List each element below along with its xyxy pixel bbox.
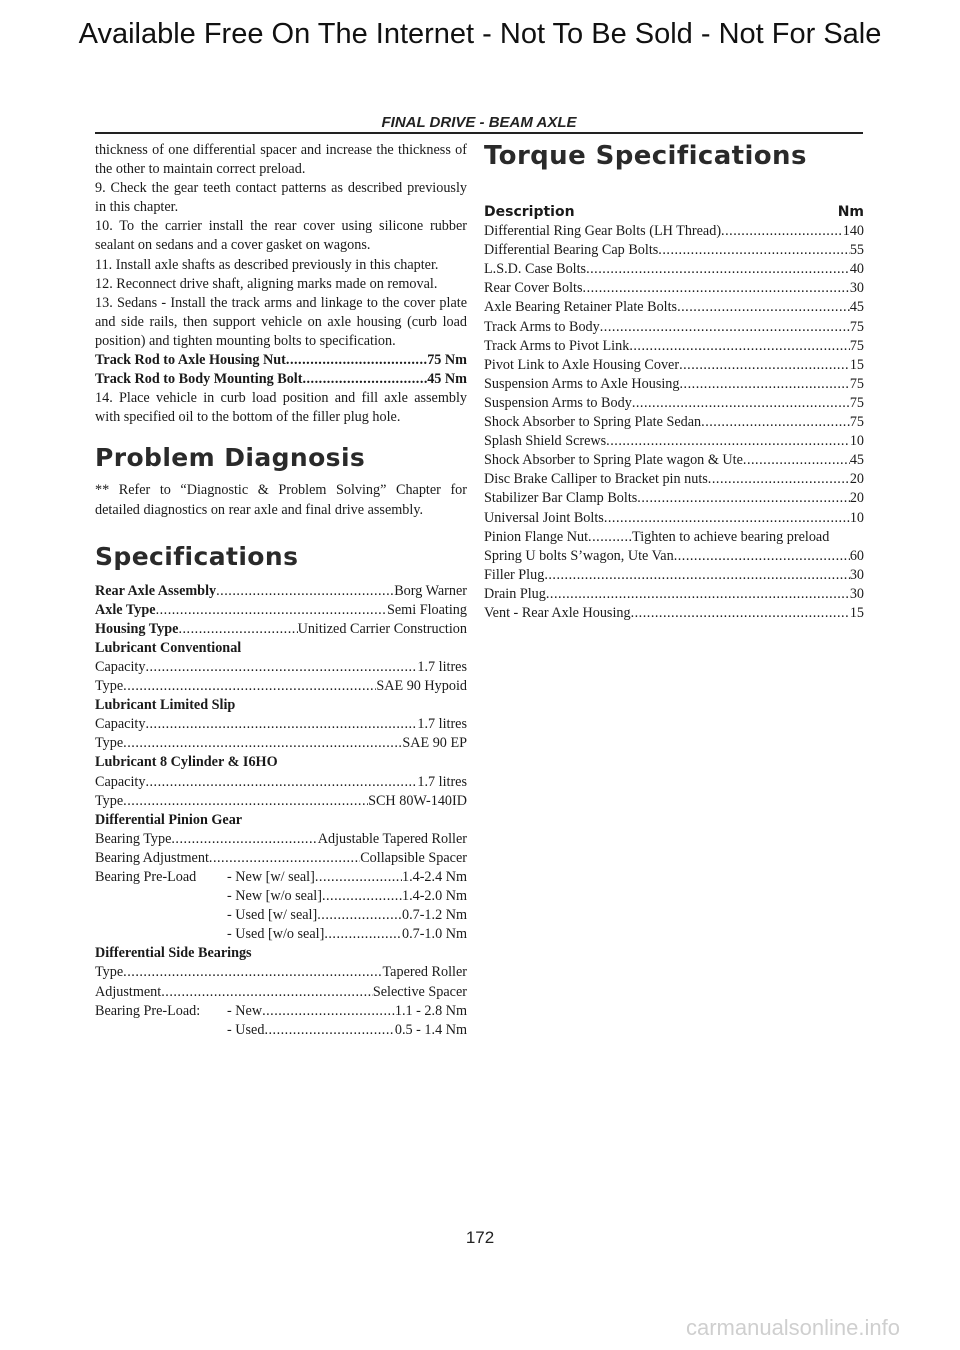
torque-value: 20	[849, 490, 864, 507]
torque-row	[484, 585, 864, 604]
watermark-top: Available Free On The Internet - Not To Be Sold - Not For Sale	[78, 18, 882, 50]
torque-label: Differential Bearing Cap Bolts	[484, 242, 659, 259]
torque-row	[484, 451, 864, 470]
torque-row	[484, 222, 864, 241]
spec-row	[95, 601, 467, 620]
torque-value: 60	[849, 547, 864, 564]
torque-item-label: Track Rod to Axle Housing Nut	[95, 352, 286, 369]
preload-value: 0.5 - 1.4 Nm	[394, 1021, 467, 1038]
torque-row	[484, 279, 864, 298]
torque-value: 55	[849, 242, 864, 259]
right-column	[484, 141, 864, 623]
torque-label: Axle Bearing Retainer Plate Bolts	[484, 299, 678, 316]
torque-row	[484, 375, 864, 394]
spec-label: Adjustment	[95, 983, 162, 1000]
torque-row	[484, 356, 864, 375]
torque-value: 75	[849, 318, 864, 335]
torque-label: Disc Brake Calliper to Bracket pin nuts	[484, 471, 708, 488]
subsection-heading: Lubricant Conventional	[95, 639, 242, 656]
preload-value: 1.1 - 2.8 Nm	[394, 1002, 467, 1019]
spec-value: Selective Spacer	[372, 983, 467, 1000]
spec-value: Semi Floating	[386, 601, 467, 618]
spec-label: Type	[95, 735, 124, 752]
subsection-heading: Differential Pinion Gear	[95, 811, 243, 828]
spec-row	[95, 792, 467, 811]
step-paragraph: 14. Place vehicle in curb load position and fill axle assembly with specified oil to the bottom of the filler plug hole.	[95, 390, 467, 426]
preload-row	[95, 1021, 467, 1040]
torque-label: Stabilizer Bar Clamp Bolts	[484, 490, 638, 507]
preload-label: Bearing Pre-Load:	[95, 1002, 201, 1019]
preload-value: 1.4-2.0 Nm	[401, 888, 467, 905]
torque-item-value: 45 Nm	[427, 371, 467, 388]
spec-row	[95, 715, 467, 734]
preload-value: 0.7-1.2 Nm	[401, 907, 467, 924]
torque-row	[484, 413, 864, 432]
preload-condition: - Used [w/o seal]	[227, 926, 325, 943]
torque-value: 40	[849, 261, 864, 278]
spec-value: SAE 90 EP	[402, 735, 467, 752]
torque-label: Pivot Link to Axle Housing Cover	[484, 356, 680, 373]
spec-value: 1.7 litres	[417, 773, 467, 790]
spec-row	[95, 983, 467, 1002]
spec-row	[95, 773, 467, 792]
torque-label: Pinion Flange Nut	[484, 528, 589, 545]
torque-label: Rear Cover Bolts	[484, 280, 583, 297]
torque-row	[484, 298, 864, 317]
torque-row	[484, 528, 864, 547]
torque-row	[484, 241, 864, 260]
step-paragraph: 12. Reconnect drive shaft, aligning marks made on removal.	[95, 275, 438, 292]
preload-condition: - New [w/o seal]	[227, 888, 322, 905]
torque-value: 75	[849, 337, 864, 354]
preload-row	[95, 906, 467, 925]
spec-row	[95, 849, 467, 868]
torque-label: Spring U bolts S’wagon, Ute Van	[484, 547, 674, 564]
spec-value: Borg Warner	[394, 582, 467, 599]
torque-value: 140	[842, 223, 864, 240]
spec-value: Unitized Carrier Construction	[297, 620, 467, 637]
torque-item-label: Track Rod to Body Mounting Bolt	[95, 371, 303, 388]
torque-label: Track Arms to Body	[484, 318, 600, 335]
torque-value: 45	[849, 299, 864, 316]
problem-diagnosis-heading: Problem Diagnosis	[95, 443, 366, 473]
spec-label: Type	[95, 964, 124, 981]
torque-label: Suspension Arms to Axle Housing	[484, 375, 680, 392]
step-paragraph: 13. Sedans - Install the track arms and linkage to the cover plate and side rails, then support vehicle on axle housing (curb load position) and tighten mounting bolts to specification.	[95, 294, 467, 349]
torque-table	[484, 222, 864, 623]
preload-condition: - Used [w/ seal]	[227, 907, 318, 924]
torque-label: Filler Plug	[484, 566, 545, 583]
torque-value: 30	[849, 585, 864, 602]
spec-value: SAE 90 Hypoid	[376, 678, 467, 695]
subsection-heading: Lubricant Limited Slip	[95, 697, 236, 714]
subsection-heading: Lubricant 8 Cylinder & I6HO	[95, 754, 278, 771]
page-header: FINAL DRIVE - BEAM AXLE	[381, 114, 577, 131]
torque-label: Track Arms to Pivot Link	[484, 337, 630, 354]
spec-label: Capacity	[95, 773, 146, 790]
description-column-header: Description	[484, 204, 575, 220]
specifications-heading: Specifications	[95, 541, 299, 571]
step-paragraph: 11. Install axle shafts as described previously in this chapter.	[95, 256, 439, 273]
torque-value: Tighten to achieve bearing preload	[632, 528, 830, 545]
left-column	[95, 141, 467, 1040]
spec-value: 1.7 litres	[417, 716, 467, 733]
preload-condition: - New	[227, 1002, 263, 1019]
torque-row	[484, 318, 864, 337]
step-paragraph: thickness of one differential spacer and increase the thickness of the other to maintain correct preload.	[95, 142, 467, 178]
torque-row	[484, 566, 864, 585]
spec-label: Bearing Type	[95, 830, 172, 847]
torque-label: Differential Ring Gear Bolts (LH Thread)	[484, 223, 722, 240]
preload-condition: - Used	[227, 1021, 265, 1038]
spec-list	[95, 582, 467, 1040]
spec-label: Rear Axle Assembly	[95, 582, 217, 599]
torque-value: 15	[849, 604, 864, 621]
spec-row	[95, 620, 467, 639]
problem-diagnosis-text: ** Refer to “Diagnostic & Problem Solving” Chapter for detailed diagnostics on rear axle and final drive assembly.	[95, 482, 467, 518]
torque-label: Drain Plug	[484, 585, 546, 602]
watermark-bottom: carmanualsonline.info	[685, 1315, 900, 1340]
preload-row	[95, 887, 467, 906]
torque-specifications-heading: Torque Specifications	[484, 141, 807, 171]
torque-value: 45	[849, 452, 864, 469]
unit-column-header: Nm	[837, 204, 864, 220]
torque-row	[484, 470, 864, 489]
spec-row	[95, 963, 467, 982]
spec-value: Collapsible Spacer	[360, 849, 467, 866]
torque-row	[484, 604, 864, 623]
torque-label: Shock Absorber to Spring Plate Sedan	[484, 414, 702, 431]
torque-row	[484, 547, 864, 566]
preload-value: 0.7-1.0 Nm	[401, 926, 467, 943]
spec-row	[95, 830, 467, 849]
torque-row	[484, 432, 864, 451]
torque-row	[484, 337, 864, 356]
preload-condition: - New [w/ seal]	[227, 869, 315, 885]
spec-row	[95, 658, 467, 677]
spec-label: Type	[95, 792, 124, 809]
page-number: 172	[465, 1228, 495, 1247]
header-rule	[95, 132, 863, 134]
subsection-heading: Differential Side Bearings	[95, 945, 252, 962]
spec-label: Housing Type	[95, 620, 179, 637]
torque-value: 10	[849, 433, 864, 450]
spec-value: Adjustable Tapered Roller	[317, 830, 467, 847]
torque-label: Universal Joint Bolts	[484, 509, 604, 526]
preload-row	[95, 1002, 467, 1021]
torque-label: Shock Absorber to Spring Plate wagon & Ute	[484, 452, 743, 469]
spec-label: Bearing Adjustment	[95, 849, 209, 866]
spec-row	[95, 582, 467, 601]
torque-value: 75	[849, 414, 864, 431]
torque-table-header	[484, 203, 864, 222]
torque-value: 30	[849, 566, 864, 583]
intro-steps	[95, 141, 467, 351]
spec-value: Tapered Roller	[382, 964, 467, 981]
torque-label: Splash Shield Screws	[484, 433, 607, 450]
torque-row	[484, 394, 864, 413]
torque-value: 75	[849, 394, 864, 411]
spec-value: 1.7 litres	[417, 658, 467, 675]
torque-label: L.S.D. Case Bolts	[484, 261, 587, 278]
preload-label: Bearing Pre-Load	[95, 869, 197, 885]
torque-value: 75	[849, 375, 864, 392]
torque-value: 15	[849, 356, 864, 373]
torque-item-value: 75 Nm	[427, 352, 467, 369]
spec-label: Capacity	[95, 658, 146, 675]
torque-value: 20	[849, 471, 864, 488]
torque-label: Suspension Arms to Body	[484, 394, 632, 411]
torque-row	[484, 509, 864, 528]
torque-label: Vent - Rear Axle Housing	[484, 604, 631, 621]
spec-label: Axle Type	[95, 601, 156, 618]
step-paragraph: 10. To the carrier install the rear cover using silicone rubber sealant on sedans and a cover gasket on wagons.	[95, 218, 467, 254]
preload-value: 1.4-2.4 Nm	[401, 869, 467, 885]
torque-item	[95, 370, 467, 389]
torque-value: 10	[849, 509, 864, 526]
spec-row	[95, 734, 467, 753]
torque-row	[484, 260, 864, 279]
spec-label: Type	[95, 678, 124, 695]
torque-value: 30	[849, 280, 864, 297]
spec-value: SCH 80W-140ID	[368, 792, 467, 809]
preload-row	[95, 868, 467, 887]
preload-row	[95, 925, 467, 944]
spec-label: Capacity	[95, 716, 146, 733]
torque-item	[95, 351, 467, 370]
spec-row	[95, 677, 467, 696]
torque-row	[484, 489, 864, 508]
step-paragraph: 9. Check the gear teeth contact patterns as described previously in this chapter.	[95, 180, 467, 216]
